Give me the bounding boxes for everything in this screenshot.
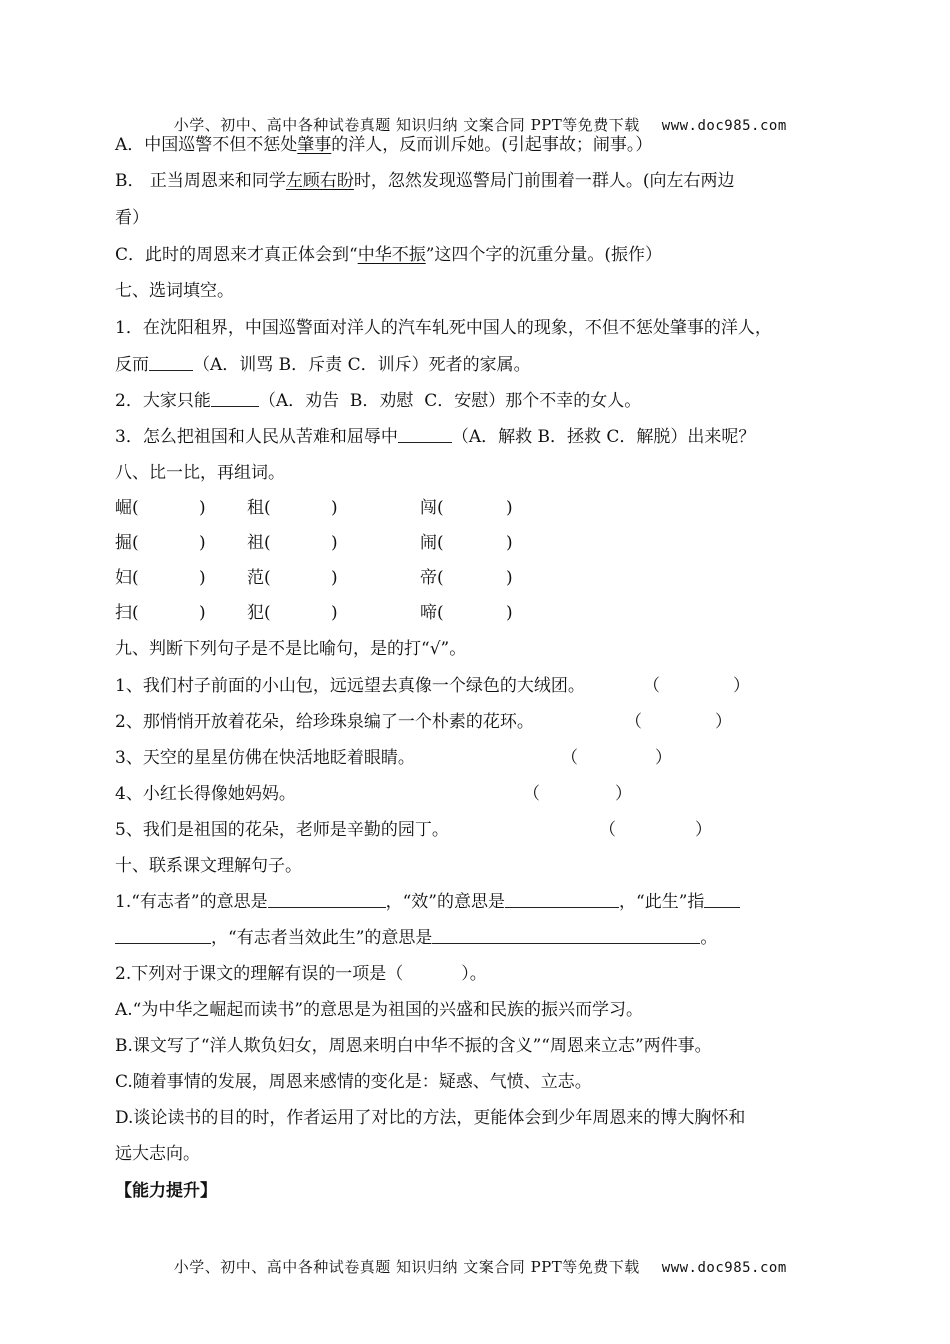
header-text: 小学、初中、高中各种试卷真题 知识归纳 文案合同 PPT等免费下载: [173, 116, 640, 134]
sec10-q2-close: ）。: [461, 964, 487, 984]
judge-text: 5、我们是祖国的花朵，老师是辛勤的园丁。: [115, 820, 449, 840]
item-c-post: ”这四个字的沉重分量。(振作）: [425, 245, 663, 265]
sec10-q1-c: ，“此生”指: [619, 892, 705, 912]
option-c: C.随着事情的发展，周恩来感情的变化是：疑惑、气愤、立志。: [115, 1072, 592, 1092]
sec10-q1-d: ，“有志者当效此生”的意思是: [211, 928, 433, 948]
compare-char: 妇(: [115, 568, 139, 588]
compare-char: 闯(: [420, 498, 444, 518]
option-b: B.课文写了“洋人欺负妇女，周恩来明白中华不振的含义”“周恩来立志”两件事。: [115, 1036, 712, 1056]
compare-char: 啼(: [420, 603, 444, 623]
compare-close: ): [199, 568, 206, 588]
sec7-q3-post: （A．解救 B．拯救 C．解脱）出来呢？: [451, 427, 756, 447]
judge-text: 3、天空的星星仿佛在快活地眨着眼睛。: [115, 748, 415, 768]
compare-char: 掘(: [115, 533, 139, 553]
judge-close: ）: [695, 820, 712, 840]
judge-close: ）: [655, 748, 672, 768]
judge-close: ）: [615, 784, 632, 804]
item-b: [115, 170, 735, 192]
item-c: [115, 244, 662, 266]
section-8-title: 八、比一比，再组词。: [115, 463, 285, 483]
sec7-q1-line2: [115, 354, 531, 376]
option-a: A.“为中华之崛起而读书”的意思是为祖国的兴盛和民族的振兴而学习。: [115, 1000, 644, 1020]
compare-char: 祖(: [247, 533, 271, 553]
compare-close: ): [199, 498, 206, 518]
sec10-q1-line1: [115, 891, 740, 913]
compare-close: ): [506, 533, 513, 553]
ability-heading: 【能力提升】: [115, 1181, 217, 1201]
compare-char: 租(: [247, 498, 271, 518]
item-a-pre: A．中国巡警不但不惩处: [115, 135, 298, 155]
item-a: [115, 134, 652, 156]
sec7-q2-post: （A．劝告 B．劝慰 C．安慰）那个不幸的女人。: [258, 391, 642, 411]
answer-blank[interactable]: [115, 927, 211, 944]
sec10-q1-e: 。: [700, 928, 718, 948]
item-c-pre: C．此时的周恩来才真正体会到“: [115, 245, 358, 265]
judge-text: 4、小红长得像她妈妈。: [115, 784, 296, 804]
item-b-pre: B． 正当周恩来和同学: [115, 171, 286, 191]
page-header: [0, 96, 950, 135]
sec10-q2-text: 2.下列对于课文的理解有误的一项是（: [115, 964, 404, 984]
compare-char: 范(: [247, 568, 271, 588]
compare-close: ): [199, 533, 206, 553]
judge-open: （: [643, 676, 660, 696]
compare-close: ): [506, 568, 513, 588]
judge-close: ）: [715, 712, 732, 732]
sec7-q1-post: （A．训骂 B．斥责 C．训斥）死者的家属。: [193, 355, 531, 375]
compare-char: 犯(: [247, 603, 271, 623]
sec7-q1-line1: 1．在沈阳租界，中国巡警面对洋人的汽车轧死中国人的现象，不但不惩处肇事的洋人，: [115, 318, 772, 338]
footer-site: www.doc985.com: [661, 1260, 787, 1276]
section-7-title: 七、选词填空。: [115, 281, 234, 301]
item-c-underlined: 中华不振: [357, 245, 426, 265]
judge-open: （: [625, 712, 642, 732]
footer-text: 小学、初中、高中各种试卷真题 知识归纳 文案合同 PPT等免费下载: [173, 1258, 640, 1276]
sec7-q1-pre: 反而: [115, 355, 149, 375]
sec10-q1-line2: [115, 927, 717, 949]
sec7-q2-pre: 2．大家只能: [115, 391, 211, 411]
item-b-post: 时，忽然发现巡警局门前围着一群人。(向左右两边: [353, 171, 735, 191]
sec7-q2: [115, 390, 641, 412]
judge-text: 1、我们村子前面的小山包，远远望去真像一个绿色的大绒团。: [115, 676, 585, 696]
judge-open: （: [599, 820, 616, 840]
section-9-title: 九、判断下列句子是不是比喻句，是的打“√”。: [115, 639, 467, 659]
judge-text: 2、那悄悄开放着花朵，给珍珠泉编了一个朴素的花环。: [115, 712, 534, 732]
answer-blank[interactable]: [211, 390, 259, 407]
section-10-title: 十、联系课文理解句子。: [115, 856, 302, 876]
compare-close: ): [331, 603, 338, 623]
answer-blank[interactable]: [432, 927, 700, 944]
option-d-cont: 远大志向。: [115, 1144, 200, 1164]
item-b-cont: 看）: [115, 208, 149, 228]
judge-open: （: [561, 748, 578, 768]
sec7-q3: [115, 426, 755, 448]
compare-char: 闹(: [420, 533, 444, 553]
compare-close: ): [331, 498, 338, 518]
judge-open: （: [523, 784, 540, 804]
header-site: www.doc985.com: [661, 118, 787, 134]
item-b-underlined: 左顾右盼: [285, 171, 354, 191]
compare-close: ): [331, 568, 338, 588]
option-d: D.谈论读书的目的时，作者运用了对比的方法，更能体会到少年周恩来的博大胸怀和: [115, 1108, 746, 1128]
judge-close: ）: [733, 676, 750, 696]
compare-close: ): [199, 603, 206, 623]
compare-close: ): [331, 533, 338, 553]
item-a-underlined: 肇事: [297, 135, 332, 155]
answer-blank[interactable]: [149, 354, 193, 371]
answer-blank[interactable]: [505, 891, 619, 908]
answer-blank[interactable]: [704, 891, 740, 908]
compare-char: 帝(: [420, 568, 444, 588]
compare-char: 扫(: [115, 603, 139, 623]
sec7-q3-pre: 3．怎么把祖国和人民从苦难和屈辱中: [115, 427, 398, 447]
sec10-q1-b: ，“效”的意思是: [385, 892, 505, 912]
compare-close: ): [506, 603, 513, 623]
page-footer: [0, 1238, 950, 1277]
answer-blank[interactable]: [398, 426, 452, 443]
answer-blank[interactable]: [268, 891, 386, 908]
item-a-post: 的洋人，反而训斥她。(引起事故；闹事。）: [331, 135, 653, 155]
compare-close: ): [506, 498, 513, 518]
compare-char: 崛(: [115, 498, 139, 518]
sec10-q1-a: 1.“有志者”的意思是: [115, 892, 268, 912]
sec10-q2: [115, 963, 487, 985]
